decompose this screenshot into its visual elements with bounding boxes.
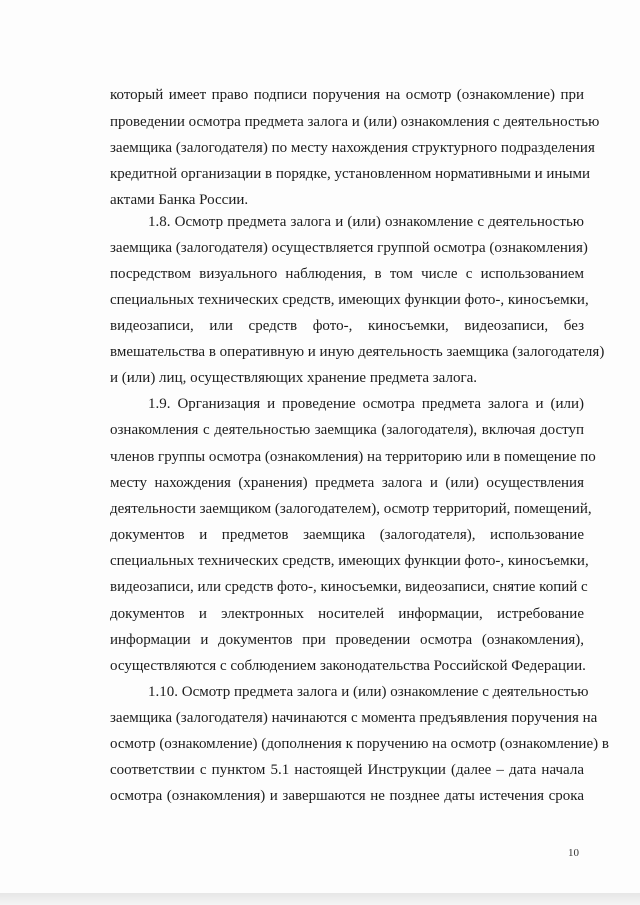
text-line: проведении осмотра предмета залога и (или) ознакомления с деятельностью <box>110 114 600 130</box>
text-line: заемщика (залогодателя) по месту нахождения структурного подразделения <box>110 140 595 156</box>
paragraph-1-8-first-line: 1.8. Осмотр предмета залога и (или) ознакомление с деятельностью <box>148 214 584 230</box>
scan-edge <box>0 893 640 905</box>
text-line: видеозаписи, или средств фото-, киносъемки, видеозаписи, снятие копий с <box>110 579 588 595</box>
text-line: соответствии с пунктом 5.1 настоящей Инструкции (далее – дата начала <box>110 762 584 778</box>
text-line: документов и предметов заемщика (залогодателя), использование <box>110 527 584 543</box>
paragraph-1-10-first-line: 1.10. Осмотр предмета залога и (или) ознакомление с деятельностью <box>148 684 589 700</box>
text-line: заемщика (залогодателя) начинаются с момента предъявления поручения на <box>110 710 598 726</box>
page-number: 10 <box>568 847 579 859</box>
text-line: документов и электронных носителей информации, истребование <box>110 606 584 622</box>
text-line: который имеет право подписи поручения на осмотр (ознакомление) при <box>110 87 584 103</box>
text-line: осуществляются с соблюдением законодательства Российской Федерации. <box>110 658 586 674</box>
text-line: осмотра (ознакомления) и завершаются не позднее даты истечения срока <box>110 788 584 804</box>
text-line: специальных технических средств, имеющих функции фото-, киносъемки, <box>110 553 589 569</box>
paragraph-1-9-first-line: 1.9. Организация и проведение осмотра предмета залога и (или) <box>148 396 584 412</box>
text-line: членов группы осмотра (ознакомления) на территорию или в помещение по <box>110 449 596 465</box>
text-line: актами Банка России. <box>110 192 249 208</box>
text-line: информации и документов при проведении осмотра (ознакомления), <box>110 632 584 648</box>
text-line: и (или) лиц, осуществляющих хранение предмета залога. <box>110 370 478 386</box>
text-line: вмешательства в оперативную и иную деятельность заемщика (залогодателя) <box>110 344 605 360</box>
text-line: видеозаписи, или средств фото-, киносъемки, видеозаписи, без <box>110 318 584 334</box>
text-line: заемщика (залогодателя) осуществляется группой осмотра (ознакомления) <box>110 240 588 256</box>
text-line: специальных технических средств, имеющих функции фото-, киносъемки, <box>110 292 589 308</box>
text-line: месту нахождения (хранения) предмета залога и (или) осуществления <box>110 475 584 491</box>
text-line: посредством визуального наблюдения, в том числе с использованием <box>110 266 584 282</box>
text-line: кредитной организации в порядке, установленном нормативными и иными <box>110 166 591 182</box>
text-line: осмотр (ознакомление) (дополнения к поручению на осмотр (ознакомление) в <box>110 736 609 752</box>
text-line: деятельности заемщиком (залогодателем), осмотр территорий, помещений, <box>110 501 592 517</box>
text-line: ознакомления с деятельностью заемщика (залогодателя), включая доступ <box>110 422 584 438</box>
